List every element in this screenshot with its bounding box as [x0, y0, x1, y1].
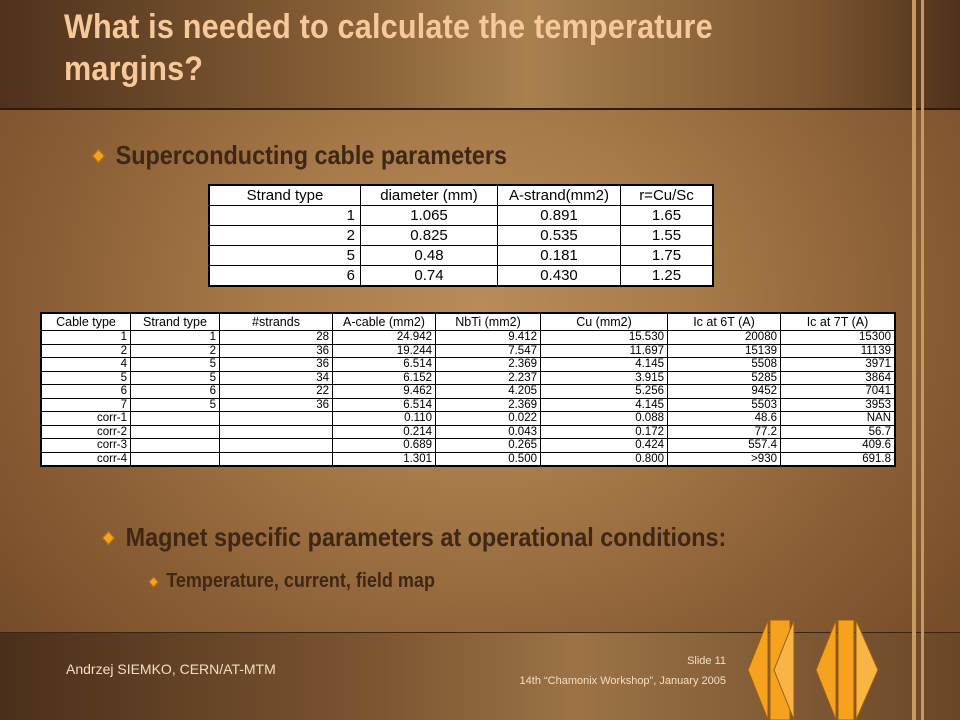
table-cell: 5503: [668, 398, 781, 412]
bullet-cable-params: [94, 140, 507, 171]
table-cell: 2.369: [436, 398, 541, 412]
table-cell: 1.65: [621, 206, 714, 226]
table-row: [209, 206, 713, 226]
table-cell: 3971: [781, 358, 896, 372]
table-header-cell: Strand type: [131, 313, 220, 331]
table-cell: 5285: [668, 371, 781, 385]
table-cell: 20080: [668, 331, 781, 345]
table-cell: 557.4: [668, 439, 781, 453]
table-cell: 0.689: [333, 439, 436, 453]
strand-parameters-table: [208, 184, 714, 287]
table-cell: 0.022: [436, 412, 541, 426]
decorative-vertical-line: [912, 0, 916, 720]
table-row: [209, 266, 713, 287]
table-cell: 11139: [781, 344, 896, 358]
table-cell: 0.825: [361, 226, 498, 246]
table-cell: [220, 452, 333, 466]
table-cell: 22: [220, 385, 333, 399]
table-cell: 1.065: [361, 206, 498, 226]
table-cell: 4: [41, 358, 131, 372]
table-cell: 36: [220, 398, 333, 412]
table-cell: 0.088: [541, 412, 668, 426]
table-cell: >930: [668, 452, 781, 466]
table-row: [209, 246, 713, 266]
table-row: [41, 398, 895, 412]
table-cell: 56.7: [781, 425, 896, 439]
table-cell: 0.800: [541, 452, 668, 466]
table-cell: 0.181: [498, 246, 621, 266]
table-cell: 6.152: [333, 371, 436, 385]
table-cell: 7: [41, 398, 131, 412]
table-cell: 5: [41, 371, 131, 385]
diamond-bullet-icon: [102, 530, 115, 544]
table-cell: 19.244: [333, 344, 436, 358]
diamond-bullet-icon: [92, 148, 105, 162]
table-cell: 1.301: [333, 452, 436, 466]
table-cell: [131, 425, 220, 439]
table-cell: 0.891: [498, 206, 621, 226]
table-cell: 15139: [668, 344, 781, 358]
table-cell: 0.74: [361, 266, 498, 287]
decorative-vertical-line: [921, 0, 924, 720]
table-cell: 15.530: [541, 331, 668, 345]
table-cell: 11.697: [541, 344, 668, 358]
footer-event: 14th “Chamonix Workshop”, January 2005: [519, 675, 726, 687]
bullet-text: Superconducting cable parameters: [115, 140, 508, 170]
table-row: [41, 452, 895, 466]
table-cell: [220, 412, 333, 426]
table-cell: 24.942: [333, 331, 436, 345]
table-cell: 3953: [781, 398, 896, 412]
table-row: [209, 226, 713, 246]
table-header-cell: Strand type: [209, 185, 361, 206]
table-cell: 3.915: [541, 371, 668, 385]
table-cell: 6.514: [333, 398, 436, 412]
table-cell: 9452: [668, 385, 781, 399]
table-cell: 28: [220, 331, 333, 345]
diamond-bullet-icon: [149, 576, 159, 587]
sub-bullet-magnet-details: [150, 570, 435, 593]
table-cell: 1: [131, 331, 220, 345]
table-cell: 36: [220, 358, 333, 372]
slide-title: What is needed to calculate the temperature margins?: [64, 8, 713, 88]
table-cell: 0.214: [333, 425, 436, 439]
table-cell: 3864: [781, 371, 896, 385]
table-header-cell: Cable type: [41, 313, 131, 331]
table-cell: 34: [220, 371, 333, 385]
table-cell: 0.535: [498, 226, 621, 246]
table-cell: 5.256: [541, 385, 668, 399]
table-header-cell: #strands: [220, 313, 333, 331]
table-cell: corr-1: [41, 412, 131, 426]
table-cell: 0.043: [436, 425, 541, 439]
table-header-cell: Cu (mm2): [541, 313, 668, 331]
table-cell: 5508: [668, 358, 781, 372]
sub-bullet-text: Temperature, current, field map: [166, 570, 435, 592]
table-cell: 1.55: [621, 226, 714, 246]
table-row: [41, 358, 895, 372]
table-cell: 1.75: [621, 246, 714, 266]
footer-slide-number: Slide 11: [687, 655, 726, 667]
table-cell: 1: [209, 206, 361, 226]
table-cell: 0.424: [541, 439, 668, 453]
table-cell: 5: [131, 358, 220, 372]
table-cell: 9.412: [436, 331, 541, 345]
table-header-row: [209, 185, 713, 206]
table-cell: 0.430: [498, 266, 621, 287]
table-cell: 4.145: [541, 398, 668, 412]
nav-previous-icon[interactable]: [748, 620, 794, 720]
table-cell: 9.462: [333, 385, 436, 399]
table-header-cell: A-strand(mm2): [498, 185, 621, 206]
table-cell: 409.6: [781, 439, 896, 453]
table-row: [41, 371, 895, 385]
table-cell: 0.172: [541, 425, 668, 439]
table-cell: corr-2: [41, 425, 131, 439]
table-cell: 6: [209, 266, 361, 287]
table-cell: NAN: [781, 412, 896, 426]
table-cell: 691.8: [781, 452, 896, 466]
table-header-cell: r=Cu/Sc: [621, 185, 714, 206]
table-header-cell: diameter (mm): [361, 185, 498, 206]
table-header-cell: Ic at 7T (A): [781, 313, 896, 331]
table-cell: 2.237: [436, 371, 541, 385]
table-cell: 7041: [781, 385, 896, 399]
table-cell: 2.369: [436, 358, 541, 372]
table-cell: 4.145: [541, 358, 668, 372]
table-cell: [131, 452, 220, 466]
table-cell: 0.110: [333, 412, 436, 426]
table-cell: 15300: [781, 331, 896, 345]
table-cell: 4.205: [436, 385, 541, 399]
table-header-cell: NbTi (mm2): [436, 313, 541, 331]
table-cell: 2: [209, 226, 361, 246]
bullet-text: Magnet specific parameters at operational conditions:: [125, 522, 727, 552]
cable-parameters-table: [40, 312, 896, 467]
footer-author: Andrzej SIEMKO, CERN/AT-MTM: [66, 661, 276, 677]
table-header-row: [41, 313, 895, 331]
table-cell: [131, 412, 220, 426]
table-row: [41, 439, 895, 453]
nav-next-icon[interactable]: [816, 620, 878, 720]
table-cell: [220, 425, 333, 439]
table-row: [41, 425, 895, 439]
table-cell: 0.265: [436, 439, 541, 453]
table-cell: 0.48: [361, 246, 498, 266]
table-row: [41, 385, 895, 399]
table-cell: [220, 439, 333, 453]
table-cell: 1: [41, 331, 131, 345]
table-cell: 5: [131, 398, 220, 412]
table-cell: 6: [41, 385, 131, 399]
table-cell: 2: [131, 344, 220, 358]
table-cell: 5: [209, 246, 361, 266]
table-cell: 2: [41, 344, 131, 358]
table-cell: 6: [131, 385, 220, 399]
table-cell: 0.500: [436, 452, 541, 466]
bullet-magnet-params: [104, 522, 726, 553]
table-row: [41, 412, 895, 426]
table-cell: corr-4: [41, 452, 131, 466]
table-row: [41, 344, 895, 358]
table-cell: 48.6: [668, 412, 781, 426]
table-cell: [131, 439, 220, 453]
table-cell: 36: [220, 344, 333, 358]
table-header-cell: A-cable (mm2): [333, 313, 436, 331]
table-cell: 6.514: [333, 358, 436, 372]
table-cell: 7.547: [436, 344, 541, 358]
table-cell: 1.25: [621, 266, 714, 287]
table-cell: 77.2: [668, 425, 781, 439]
slide-navigation: [748, 620, 888, 720]
table-row: [41, 331, 895, 345]
table-cell: 5: [131, 371, 220, 385]
table-cell: corr-3: [41, 439, 131, 453]
table-header-cell: Ic at 6T (A): [668, 313, 781, 331]
